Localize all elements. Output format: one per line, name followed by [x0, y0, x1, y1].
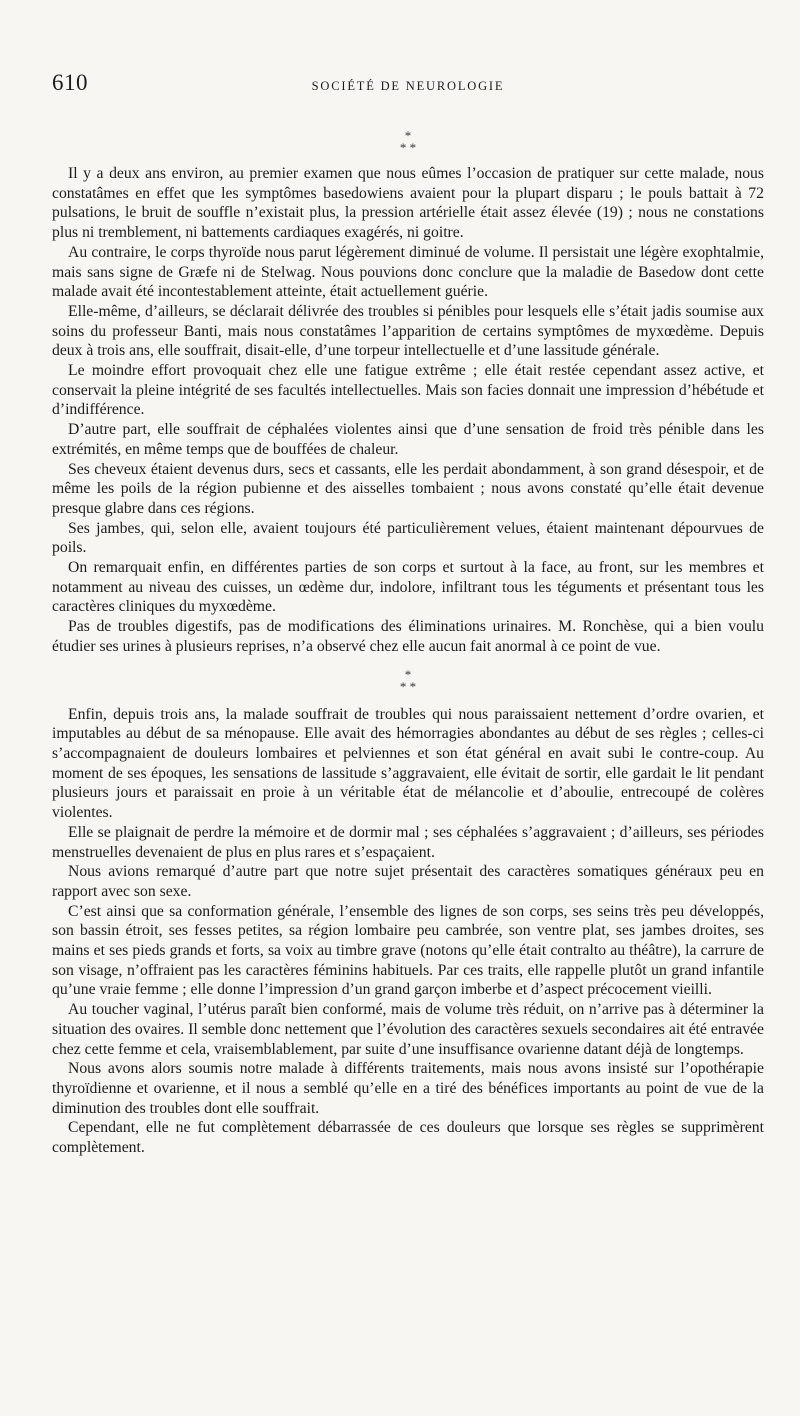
page-header [52, 70, 764, 102]
page-number: 610 [52, 70, 88, 95]
section-1 [52, 164, 764, 657]
section-separator-middle [52, 666, 764, 694]
paragraph: Cependant, elle ne fut complètement débarrassée de ces douleurs que lorsque ses règles se supprimèrent complètement. [52, 1119, 764, 1157]
paragraph: Elle-même, d’ailleurs, se déclarait délivrée des troubles si pénibles pour lesquels elle s’était jadis soumise aux soins du professeur Banti, mais nous constatâmes l’apparition de certains symptômes de myxœdème. Depuis deux à trois ans, elle souffrait, disait-elle, d’une torpeur intellectuelle et d’une lassitude générale. [52, 302, 764, 360]
running-head: SOCIÉTÉ DE NEUROLOGIE [311, 79, 505, 93]
asterism-row: * * [399, 678, 417, 694]
section-2 [52, 705, 764, 1158]
paragraph: Ses cheveux étaient devenus durs, secs et cassants, elle les perdait abondamment, à son grand désespoir, et de même les poils de la région pubienne et des aisselles tombaient ; nous avons constaté qu’elle était devenue presque glabre dans ces régions. [52, 460, 764, 517]
paragraph: Au toucher vaginal, l’utérus paraît bien conformé, mais de volume très réduit, on n’arrive pas à déterminer la situation des ovaires. Il semble donc nettement que l’évolution des caractères sexuels secondaires ait été entravée chez cette femme et cela, vraisemblablement, par suite d’une insuffisance ovarienne datant déjà de longtemps. [52, 1001, 764, 1058]
paragraph: Enfin, depuis trois ans, la malade souffrait de troubles qui nous paraissaient nettement d’ordre ovarien, et imputables au début de sa ménopause. Elle avait des hémorragies abondantes au début de ses règles ; celles-ci s’accompagnaient de douleurs lombaires et pelviennes et son état général en avait subi le contre-coup. Au moment de ses époques, les sensations de lassitude s’aggravaient, elle évitait de sortir, elle gardait le lit pendant plusieurs jours et paraissait en proie à un véritable état de mélancolie et d’aboulie, entrecoupé de colères violentes. [52, 705, 764, 822]
paragraph: Le moindre effort provoquait chez elle une fatigue extrême ; elle était restée cependant assez active, et conservait la pleine intégrité de ses facultés intellectuelles. Mais son facies donnait une impression d’hébétude et d’indifférence. [52, 362, 764, 419]
document-page [52, 70, 764, 1158]
paragraph: Il y a deux ans environ, au premier examen que nous eûmes l’occasion de pratiquer sur cette malade, nous constatâmes en effet que les symptômes basedowiens avaient pour la plupart disparu ; le pouls battait à 72 pulsations, le bruit de souffle n’existait plus, la pression artérielle était assez élevée (19) ; nous ne constations plus ni tremblement, ni battements cardiaques exagérés, ni goitre. [52, 165, 764, 242]
paragraph: Ses jambes, qui, selon elle, avaient toujours été particulièrement velues, étaient maintenant dépourvues de poils. [52, 519, 764, 557]
paragraph: C’est ainsi que sa conformation générale, l’ensemble des lignes de son corps, ses seins très peu développés, son bassin étroit, ses fesses petites, sa région lombaire peu cambrée, son ventre plat, ses jambes droites, ses mains et ses pieds grands et forts, sa voix au timbre grave (notons qu’elle était contralto au théâtre), la carrure de son visage, n’offraient pas les caractères féminins habituels. Par ces traits, elle rappelle plutôt un grand infantile qu’une vraie femme ; elle donne l’impression d’un grand garçon imberbe et d’aspect précocement vieilli. [52, 902, 764, 999]
section-separator-top [52, 130, 764, 154]
asterism-row: * [404, 666, 412, 682]
asterism-row: * * [399, 140, 417, 155]
paragraph: Elle se plaignait de perdre la mémoire et de dormir mal ; ses céphalées s’aggravaient ; d’ailleurs, ses périodes menstruelles devenaient de plus en plus rares et s’espaçaient. [52, 823, 764, 861]
paragraph: Nous avons alors soumis notre malade à différents traitements, mais nous avons insisté sur l’opothérapie thyroïdienne et ovarienne, et il nous a semblé qu’elle en a tiré des bénéfices importants au point de vue de la diminution des troubles dont elle souffrait. [52, 1060, 764, 1117]
paragraph: Nous avions remarqué d’autre part que notre sujet présentait des caractères somatiques généraux peu en rapport avec son sexe. [52, 863, 764, 900]
paragraph: Pas de troubles digestifs, pas de modifications des éliminations urinaires. M. Ronchèse, qui a bien voulu étudier ses urines à plusieurs reprises, n’a observé chez elle aucun fait anormal à ce point de vue. [52, 618, 764, 655]
paragraph: Au contraire, le corps thyroïde nous parut légèrement diminué de volume. Il persistait une légère exophtalmie, mais sans signe de Græfe ni de Stelwag. Nous pouvions donc conclure que la maladie de Basedow dont cette malade avait été incontestablement atteinte, était actuellement guérie. [52, 243, 764, 301]
paragraph: On remarquait enfin, en différentes parties de son corps et surtout à la face, au front, sur les membres et notamment au niveau des cuisses, un œdème dur, indolore, infiltrant tous les téguments et présentant tous les caractères cliniques du myxœdème. [52, 559, 764, 616]
paragraph: D’autre part, elle souffrait de céphalées violentes ainsi que d’une sensation de froid très pénible dans les extrémités, en même temps que de bouffées de chaleur. [52, 421, 764, 458]
asterism-row: * [404, 128, 412, 143]
